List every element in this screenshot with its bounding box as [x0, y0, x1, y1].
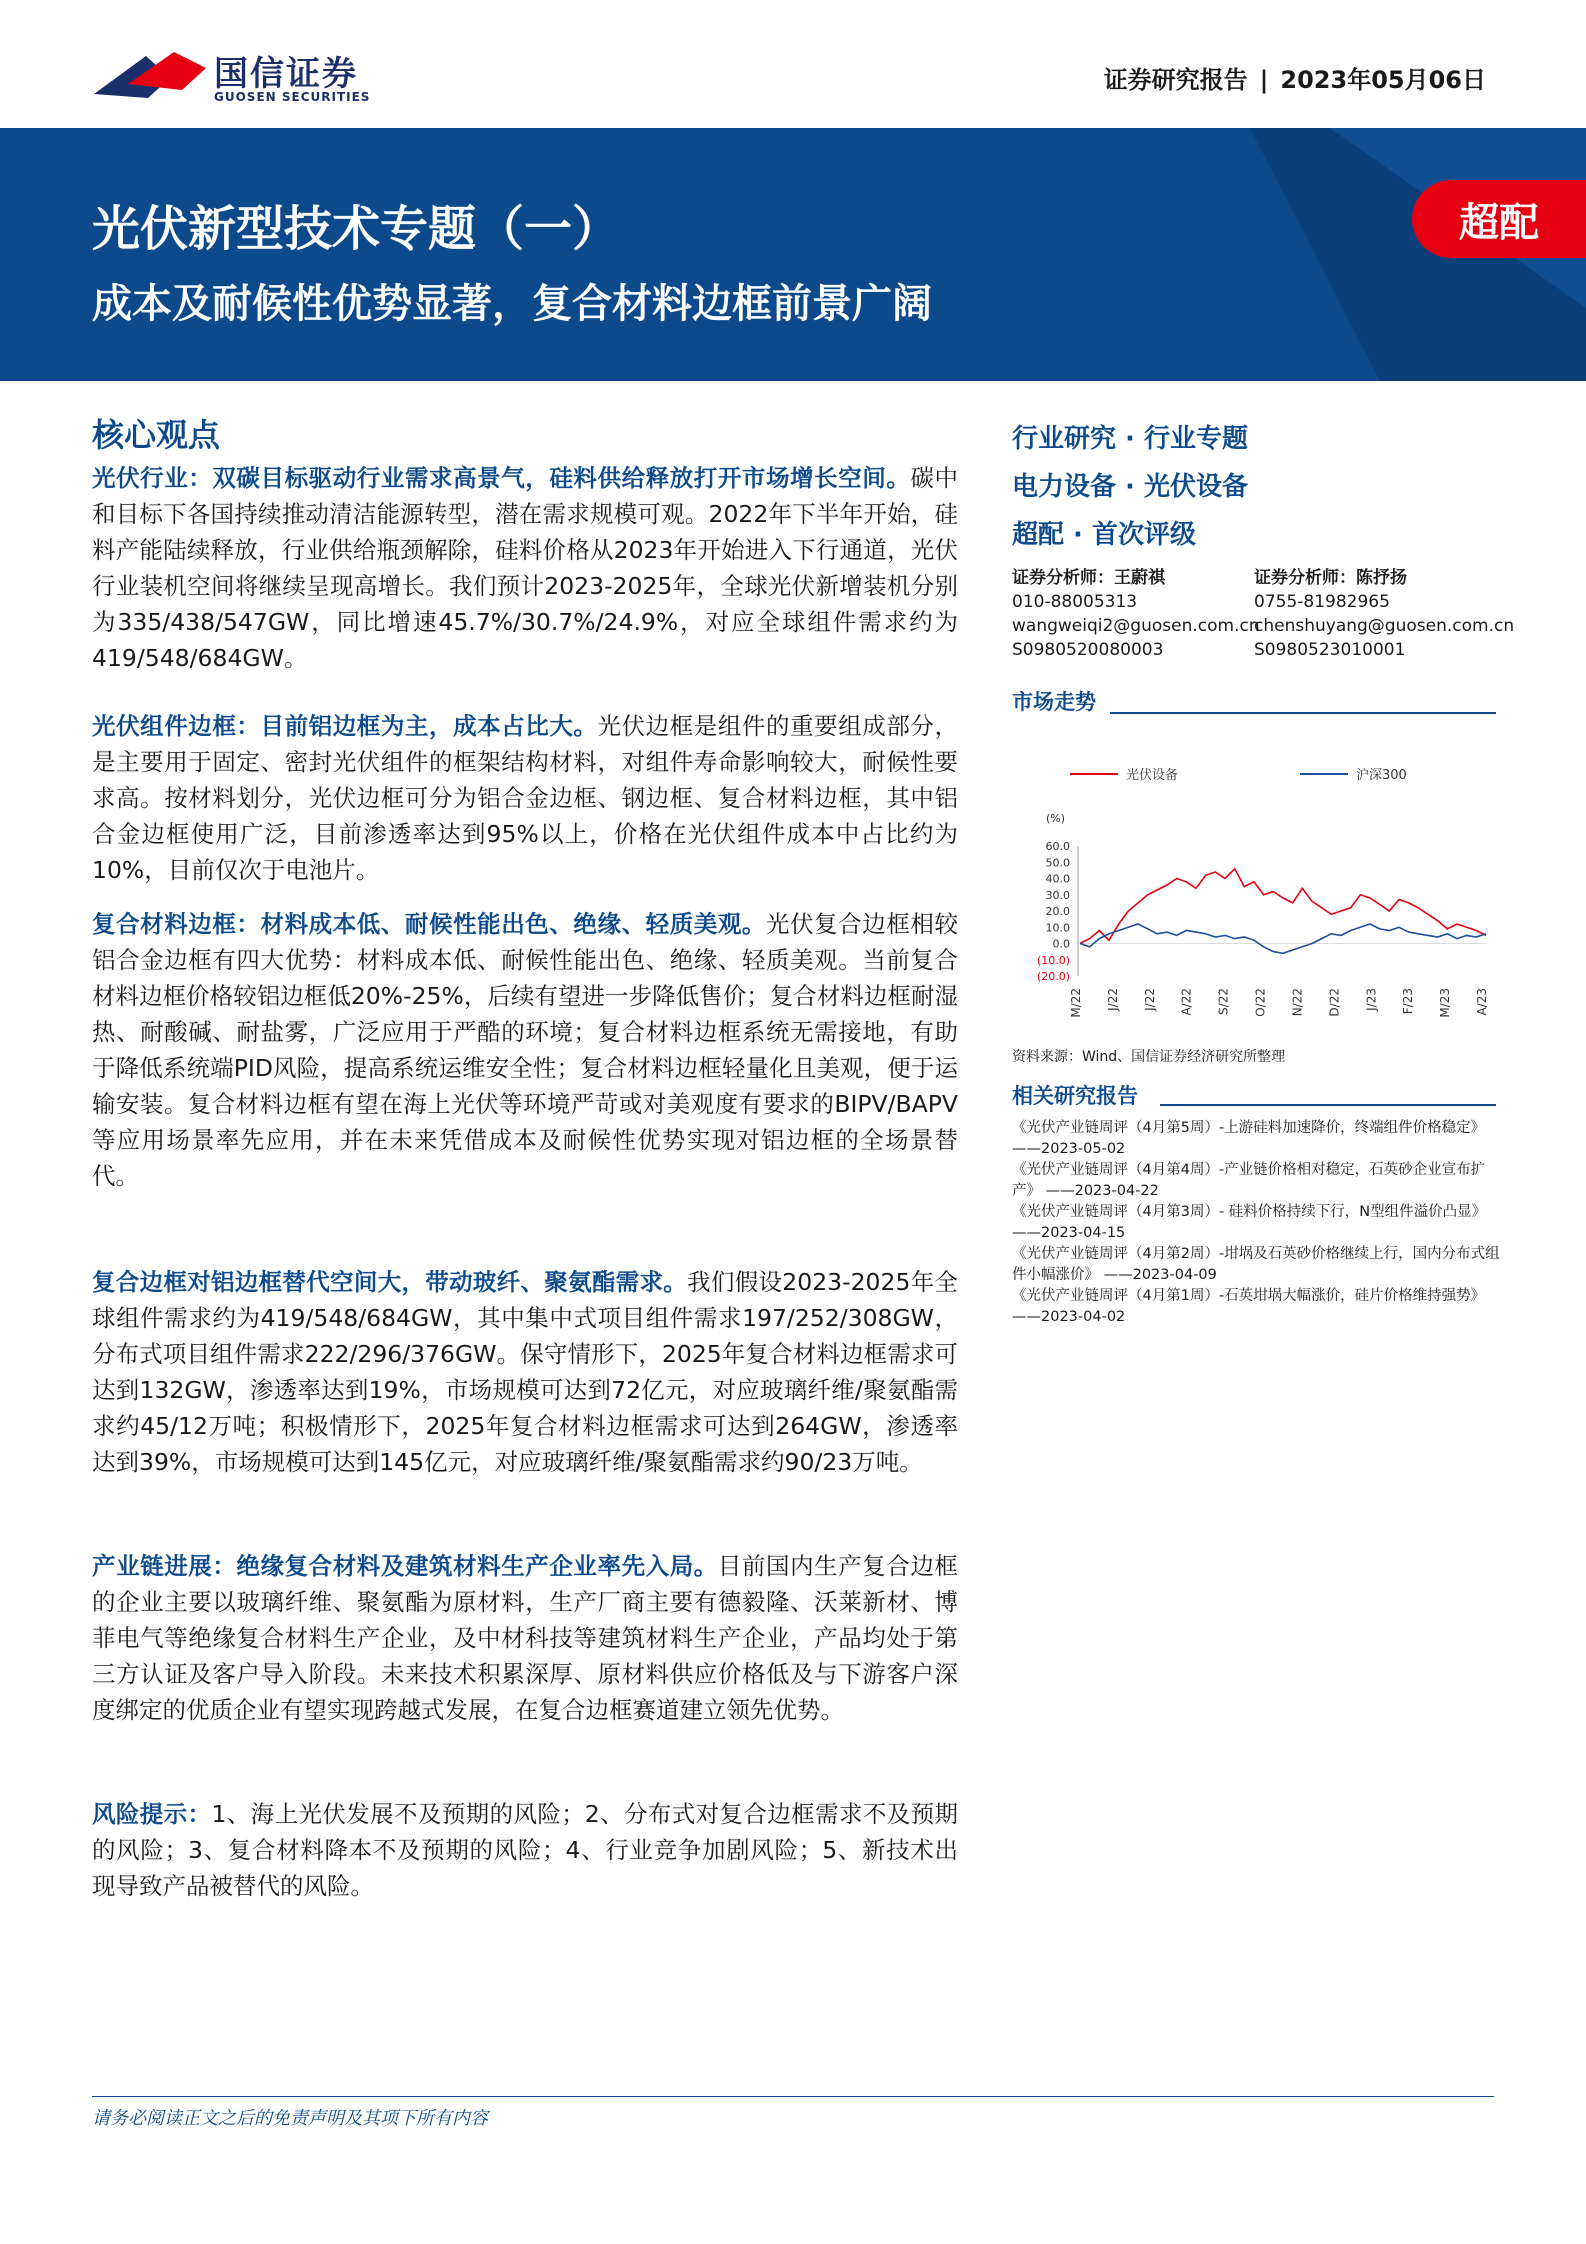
x-tick-label: A/22 — [1179, 988, 1194, 1016]
y-tick-label: (10.0) — [1036, 953, 1070, 967]
report-title: 光伏新型技术专题（一） — [92, 201, 621, 257]
rating-line: 超配 · 首次评级 — [1012, 520, 1196, 550]
paragraph-pv-industry: 光伏行业：双碳目标驱动行业需求高景气，硅料供给释放打开市场增长空间。碳中和目标下各国持续推动清洁能源转型，潜在需求规模可观。2022年下半年开始，硅料产能陆续释放，行业供给瓶颈解除，硅料价格从2023年开始进入下行通道，光伏行业装机空间将继续呈现高增长。我们预计2023-2025年，全球光伏新增装机分别为335/438/547GW，同比增速45.7%/30.7%/24.9%，对应全球组件需求约为419/548/684GW。 — [92, 464, 959, 672]
y-tick-label: 50.0 — [1045, 856, 1070, 870]
csi300-line — [1080, 924, 1486, 953]
analyst-1 — [1012, 566, 1260, 662]
analyst-phone: 0755-81982965 — [1254, 592, 1390, 612]
related-report-item[interactable]: 《光伏产业链周评（4月第1周）-石英坩埚大幅涨价，硅片价格维持强势》 ——2023-04-02 — [1012, 1288, 1486, 1325]
footer-rule — [92, 2096, 1494, 2097]
related-report-item[interactable]: 《光伏产业链周评（4月第5周）-上游硅料加速降价，终端组件价格稳定》 ——2023-05-02 — [1012, 1120, 1486, 1157]
x-tick-label: S/22 — [1216, 988, 1231, 1015]
analyst-name: 证券分析师：陈抒扬 — [1254, 568, 1407, 588]
meta-separator: | — [1259, 66, 1269, 94]
rating-badge: 超配 — [1412, 180, 1586, 258]
analyst-email[interactable]: chenshuyang@guosen.com.cn — [1254, 616, 1515, 636]
report-subtitle: 成本及耐候性优势显著，复合材料边框前景广阔 — [92, 281, 932, 327]
y-tick-label: 40.0 — [1045, 872, 1070, 886]
x-tick-label: J/22 — [1142, 988, 1157, 1011]
analyst-phone: 010-88005313 — [1012, 592, 1138, 612]
analyst-name: 证券分析师：王蔚祺 — [1012, 568, 1165, 588]
x-tick-label: N/22 — [1290, 988, 1305, 1017]
x-tick-label: M/23 — [1438, 988, 1453, 1018]
market-trend-chart — [1010, 740, 1506, 1060]
x-tick-label: J/22 — [1105, 988, 1120, 1011]
y-tick-label: 30.0 — [1045, 888, 1070, 902]
y-tick-label: 0.0 — [1052, 937, 1070, 951]
analyst-2 — [1254, 566, 1514, 662]
research-category: 行业研究 · 行业专题 — [1012, 424, 1248, 454]
x-tick-label: A/23 — [1475, 988, 1489, 1016]
disclaimer-note: 请务必阅读正文之后的免责声明及其项下所有内容 — [92, 2108, 488, 2129]
x-tick-label: J/23 — [1364, 988, 1379, 1011]
sector-label: 电力设备 · 光伏设备 — [1012, 472, 1248, 502]
report-date: 2023年05月06日 — [1280, 66, 1486, 94]
x-tick-label: D/22 — [1327, 988, 1342, 1017]
y-unit-label: (%) — [1046, 812, 1066, 825]
paragraph-industry-chain: 产业链进展：绝缘复合材料及建筑材料生产企业率先入局。目前国内生产复合边框的企业主要以玻璃纤维、聚氨酯为原材料，生产厂商主要有德毅隆、沃莱新材、博菲电气等绝缘复合材料生产企业，及中材科技等建筑材料生产企业，产品均处于第三方认证及客户导入阶段。未来技术积累深厚、原材料供应价格低及与下游客户深度绑定的优质企业有望实现跨越式发展，在复合边框赛道建立领先优势。 — [92, 1552, 959, 1724]
report-meta — [1104, 60, 1486, 95]
x-tick-label: O/22 — [1253, 988, 1268, 1017]
report-type: 证券研究报告 — [1103, 66, 1248, 94]
y-tick-label: 10.0 — [1045, 921, 1070, 935]
paragraph-composite-frame: 复合材料边框：材料成本低、耐候性能出色、绝缘、轻质美观。光伏复合边框相较铝合金边框有四大优势：材料成本低、耐候性能出色、绝缘、轻质美观。当前复合材料边框价格较铝边框低20%-25%，后续有望进一步降低售价；复合材料边框耐湿热、耐酸碱、耐盐雾，广泛应用于严酷的环境；复合材料边框系统无需接地，有助于降低系统端PID风险，提高系统运维安全性；复合材料边框轻量化且美观，便于运输安装。复合材料边框有望在海上光伏等环境严苛或对美观度有要求的BIPV/BAPV等应用场景率先应用，并在未来凭借成本及耐候性优势实现对铝边框的全场景替代。 — [92, 910, 958, 1190]
related-report-item[interactable]: 《光伏产业链周评（4月第3周）- 硅料价格持续下行，N型组件溢价凸显》 ——2023-04-15 — [1012, 1204, 1487, 1241]
market-trend-label: 市场走势 — [1012, 690, 1096, 714]
paragraph-module-frame: 光伏组件边框：目前铝边框为主，成本占比大。光伏边框是组件的重要组成部分，是主要用于固定、密封光伏组件的框架结构材料，对组件寿命影响较大，耐候性要求高。按材料划分，光伏边框可分为铝合金边框、钢边框、复合材料边框，其中铝合金边框使用广泛，目前渗透率达到95%以上，价格在光伏组件成本中占比约为10%，目前仅次于电池片。 — [92, 712, 958, 884]
analyst-cert: S0980523010001 — [1254, 640, 1406, 660]
y-tick-label: 20.0 — [1045, 905, 1070, 918]
paragraph-substitution: 复合边框对铝边框替代空间大，带动玻纤、聚氨酯需求。我们假设2023-2025年全球组件需求约为419/548/684GW，其中集中式项目组件需求197/252/308GW，分布式项目组件需求222/296/376GW。保守情形下，2025年复合材料边框需求可达到132GW，渗透率达到19%，市场规模可达到72亿元，对应玻璃纤维/聚氨酯需求约45/12万吨；积极情形下，2025年复合材料边框需求可达到264GW，渗透率达到39%，市场规模可达到145亿元，对应玻璃纤维/聚氨酯需求约90/23万吨。 — [92, 1268, 959, 1476]
related-report-item[interactable]: 《光伏产业链周评（4月第4周）-产业链价格相对稳定，石英砂企业宣布扩产》 ——2023-04-22 — [1012, 1162, 1486, 1199]
related-reports-list — [1012, 1118, 1502, 1328]
y-tick-label: 60.0 — [1045, 840, 1070, 853]
paragraph-risk: 风险提示：1、海上光伏发展不及预期的风险；2、分布式对复合边框需求不及预期的风险；3、复合材料降本不及预期的风险；4、行业竞争加剧风险；5、新技术出现导致产品被替代的风险。 — [92, 1800, 959, 1900]
company-name-en: GUOSEN SECURITIES — [214, 90, 371, 104]
company-name-cn: 国信证券 — [214, 54, 358, 94]
related-report-item[interactable]: 《光伏产业链周评（4月第2周）-坩埚及石英砂价格继续上行，国内分布式组件小幅涨价》 ——2023-04-09 — [1012, 1246, 1500, 1283]
y-tick-label: (20.0) — [1036, 970, 1070, 983]
analyst-email[interactable]: wangweiqi2@guosen.com.cn — [1012, 616, 1260, 636]
x-tick-label: F/23 — [1401, 988, 1416, 1015]
pv-equipment-line — [1080, 869, 1486, 944]
legend-label: 沪深300 — [1356, 768, 1407, 783]
x-tick-label: M/22 — [1069, 988, 1083, 1018]
core-heading: 核心观点 — [92, 416, 221, 454]
guosen-logo — [88, 44, 208, 106]
chart-source: 资料来源：Wind、国信证券经济研究所整理 — [1012, 1049, 1286, 1065]
analyst-cert: S0980520080003 — [1012, 640, 1164, 660]
legend-label: 光伏设备 — [1126, 768, 1179, 783]
related-reports-rule — [1160, 1104, 1496, 1106]
related-reports-label: 相关研究报告 — [1012, 1084, 1138, 1108]
market-trend-rule — [1110, 712, 1496, 714]
